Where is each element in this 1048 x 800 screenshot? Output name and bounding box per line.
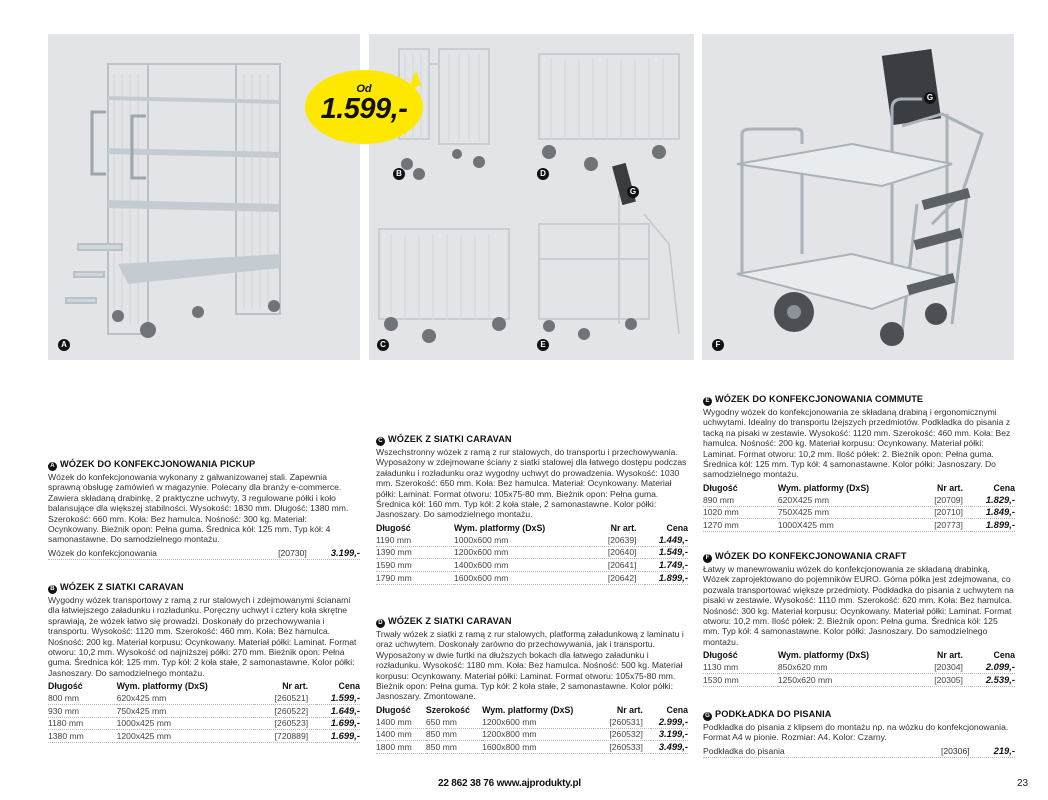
col-platform: Wym. platformy (DxS) xyxy=(777,482,870,493)
price-bubble xyxy=(305,70,423,144)
product-a-section xyxy=(48,459,360,560)
product-d-description: Trwały wózek z siatki z ramą z rur stalowych, platformą załadunkową z laminatu i oraz uchwytem. Doskonały zarówno do przechowywania, jak i transportu. Wyposażony w dwie furtki na dłuższych bokach dla łatwego załadunku i rozładunku. Wysokość: 1180 mm. Koła: Bez hamulca. Nośność: 500 kg. Materiał korpusu: Ocynkowany. Materiał półki: Laminat. Format otworu: 105x75-80 mm. Bieżnik opon: Pełna guma. Typ kół: 2 koła stałe, 2 samonastawne. Kolor półki: Jasnoszary. Zmontowane. xyxy=(376,629,684,702)
footer-contact-link[interactable]: 22 862 38 76 www.ajprodukty.pl xyxy=(438,778,581,789)
product-c-description: Wszechstronny wózek z ramą z rur stalowych, do transportu i przechowywania. Wyposażony w zdejmowane ściany z siatki stalowej dla łatwego dostępu podczas załadunku i rozładunku oraz wygodny uchwyt do prowadzenia. Wysokość: 1030 mm. Szerokość: 650 mm. Koła: Bez hamulca. Materiał: Ocynkowany. Materiał półki: Laminat. Format otworu: 105x75-80 mm. Bieżnik opon: Pełna guma. Średnica kół: 160 mm. Typ kół: 2 koła stałe, 2 samonastawne. Kolor półki: Jasnoszary. Do samodzielnego montażu. xyxy=(376,447,687,520)
col-price: Cena xyxy=(338,681,360,692)
label-c-icon: C xyxy=(377,339,389,351)
col-code: Nr art. xyxy=(616,704,643,715)
letter-d-icon: D xyxy=(376,619,385,628)
letter-c-icon: C xyxy=(376,437,385,446)
price-prefix: Od xyxy=(356,83,372,95)
item-name: Podkładka do pisania xyxy=(703,745,785,756)
product-g-section xyxy=(703,709,1015,758)
label-b-icon: B xyxy=(393,168,405,180)
col-platform: Wym. platformy (DxS) xyxy=(454,522,546,533)
table-row[interactable]: 1790 mm 1600x600 mm [20642] 1.899,- xyxy=(376,571,688,583)
letter-g-icon: G xyxy=(703,712,712,721)
item-price: 3.199,- xyxy=(330,546,360,558)
product-a-title: A WÓZEK DO KONFEKCJONOWANIA PICKUP xyxy=(48,459,360,471)
product-c-section xyxy=(376,434,688,585)
product-g-description: Podkładka do pisania z klipsem do montażu np. na wózku do konfekcjonowania. Format A4 w pionie. Rozmiar: A4. Kolor: Czarny. xyxy=(703,722,1009,743)
col-price: Cena xyxy=(666,704,688,715)
table-row[interactable]: 1390 mm 1200x600 mm [20640] 1.549,- xyxy=(376,546,688,558)
col-length: Długość xyxy=(48,681,83,692)
table-row[interactable]: 1400 mm 650 mm 1200x600 mm [260531] 2.999,- xyxy=(376,715,688,727)
col-code: Nr art. xyxy=(282,681,309,692)
item-code: [20730] xyxy=(278,547,307,558)
table-row[interactable]: 930 mm 750x425 mm [260522] 1.649,- xyxy=(48,704,360,716)
product-f-section xyxy=(703,551,1015,687)
product-b-title: B WÓZEK Z SIATKI CARAVAN xyxy=(48,582,360,594)
col-price: Cena xyxy=(666,522,688,533)
product-b-section xyxy=(48,582,360,743)
table-row[interactable]: 1400 mm 850 mm 1200x800 mm [260532] 3.199,- xyxy=(376,728,688,740)
table-row[interactable]: 1190 mm 1000x600 mm [20639] 1.449,- xyxy=(376,533,688,545)
label-f-icon: F xyxy=(712,339,724,351)
item-code: [20306] xyxy=(940,745,970,756)
price-from: 1.599,- xyxy=(320,93,408,125)
table-row[interactable]: 1800 mm 850 mm 1600x800 mm [260533] 3.499,- xyxy=(376,741,688,753)
col-length: Długość xyxy=(703,650,738,661)
table-row[interactable]: 1180 mm 1000x425 mm [260523] 1.699,- xyxy=(48,717,360,729)
product-e-title: E WÓZEK DO KONFEKCJONOWANIA COMMUTE xyxy=(703,394,1015,406)
label-g-icon: G xyxy=(627,186,639,198)
table-row[interactable]: 1130 mm 850x620 mm [20304] 2.099,- xyxy=(703,661,1015,673)
product-b-description: Wygodny wózek transportowy z ramą z rur stalowych i zdejmowanymi ścianami dla łatwiejszego załadunku i rozładunku. Poręczny uchwyt i cztery koła skrętne sprawiają, że wózek łatwo się prowadzi. Doskonały do przechowywania i transportu. Wysokość: 1120 mm. Szerokość: 460 mm. Koła: Bez hamulca. Nośność: 200 kg. Materiał korpusu: Ocynkowany. Materiał półki: Laminat. Format otworu: 10,2 mm. Wysokość od najniższej półki: 270 mm. Bieżnik opon: Pełna guma. Średnica kół: 125 mm. Typ kół: 2 koła stałe, 2 samonastawne. Kolor półki: Jasnoszary. Do samodzielnego montażu. xyxy=(48,595,357,678)
table-row[interactable]: 1020 mm 750X425 mm [20710] 1.849,- xyxy=(703,506,1015,518)
letter-f-icon: F xyxy=(703,554,712,563)
letter-a-icon: A xyxy=(48,462,57,471)
col-platform: Wym. platformy (DxS) xyxy=(777,650,870,661)
product-e-table xyxy=(703,482,1015,532)
product-e-description: Wygodny wózek do konfekcjonowania ze składaną drabiną i ergonomicznymi uchwytami. Idealny do transportu lżejszych przedmiotów. Podkładka do pisania z tacką na pisaki w zestawie. Wysokość: 1120 mm. Szerokość: 460 mm. Koła: Bez hamulca. Nośność: 200 kg. Materiał korpusu: Ocynkowany. Materiał półki: Laminat. Format otworu: 10,2 mm. Ilość półek: 2. Bieżnik opon: Pełna guma. Średnica kół: 125 mm. Typ kół: 4 samonastawne. Kolor półki: Jasnoszary. Do samodzielnego montażu. xyxy=(703,407,1011,480)
label-a-icon: A xyxy=(58,339,70,351)
item-name: Wózek do konfekcjonowania xyxy=(48,547,157,558)
product-d-title: D WÓZEK Z SIATKI CARAVAN xyxy=(376,616,688,628)
product-f-description: Łatwy w manewrowaniu wózek do konfekcjonowania ze składaną drabinką. Wózek zaprojektowano do pojemników EURO. Górna półka jest zdejmowana, co pozwala transportować większe przedmioty. Podkładka do pisania z uchwytem na pisaki w zestawie. Wysokość: 1110 mm. Szerokość: 620 mm. Koła: Bez hamulca. Nośność: 300 kg. Materiał korpusu: Ocynkowany. Materiał półki: Laminat. Format otworu: 10,2 mm. Ilość półek: 2. Bieżnik opon: Pełna guma. Średnica kół: 125 mm. Typ kół: 4 samonastawne. Kolor półki: Jasnoszary. Do samodzielnego montażu. xyxy=(703,564,1014,647)
clipboard-shape xyxy=(612,163,636,205)
product-e-section xyxy=(703,394,1015,532)
product-f-table xyxy=(703,649,1015,687)
col-code: Nr art. xyxy=(610,522,637,533)
product-f-title: F WÓZEK DO KONFEKCJONOWANIA CRAFT xyxy=(703,551,1015,563)
item-price: 219,- xyxy=(993,744,1015,756)
product-d-table xyxy=(376,704,688,754)
letter-b-icon: B xyxy=(48,585,57,594)
product-d-section xyxy=(376,616,688,754)
product-c-table xyxy=(376,522,688,585)
table-row[interactable]: 890 mm 620X425 mm [20709] 1.829,- xyxy=(703,493,1015,505)
product-b-table xyxy=(48,680,360,743)
table-row[interactable]: 1270 mm 1000X425 mm [20773] 1.899,- xyxy=(703,519,1015,531)
label-e-icon: E xyxy=(537,339,549,351)
page-number: 23 xyxy=(1017,778,1029,789)
col-length: Długość xyxy=(703,482,738,493)
col-price: Cena xyxy=(993,650,1015,661)
col-price: Cena xyxy=(993,482,1015,493)
col-platform: Wym. platformy (DxS) xyxy=(116,681,208,692)
table-row[interactable]: 800 mm 620x425 mm [260521] 1.599,- xyxy=(48,692,360,704)
product-photo-f xyxy=(702,34,1014,360)
product-c-title: C WÓZEK Z SIATKI CARAVAN xyxy=(376,434,688,446)
col-width: Szerokość xyxy=(425,704,470,715)
col-code: Nr art. xyxy=(937,482,963,493)
table-row[interactable]: 1530 mm 1250x620 mm [20305] 2.539,- xyxy=(703,673,1015,685)
col-platform: Wym. platformy (DxS) xyxy=(482,704,574,715)
product-g-item-row[interactable] xyxy=(703,745,1015,758)
col-length: Długość xyxy=(376,522,411,533)
col-length: Długość xyxy=(376,704,411,715)
label-g-icon: G xyxy=(924,92,936,104)
table-row[interactable]: 1380 mm 1200x425 mm [720889] 1.699,- xyxy=(48,730,360,742)
product-a-description: Wózek do konfekcjonowania wykonany z galwanizowanej stali. Zapewnia sprawną obsługę zamówień w magazynie. Polecany dla branży e-commerce. Zawiera składaną drabinkę, 2 praktyczne uchwyty, 3 regulowane półki i koło balansujące dla większej stabilności. Wysokość: 1830 mm. Długość: 1380 mm. Szerokość: 660 mm. Koła: Bez hamulca. Nośność: 300 kg. Materiał: Ocynkowany. Bieżnik opon: Pełna guma. Średnica kół: 125 mm. Typ kół: 4 samonastawne. Do samodzielnego montażu. xyxy=(48,472,349,545)
letter-e-icon: E xyxy=(703,397,712,406)
col-code: Nr art. xyxy=(937,650,963,661)
product-a-item-row[interactable] xyxy=(48,547,360,560)
commute-cart-illustration xyxy=(702,34,1014,360)
product-g-title: G PODKŁADKA DO PISANIA xyxy=(703,709,1015,721)
label-d-icon: D xyxy=(537,168,549,180)
table-row[interactable]: 1590 mm 1400x600 mm [20641] 1.749,- xyxy=(376,559,688,571)
